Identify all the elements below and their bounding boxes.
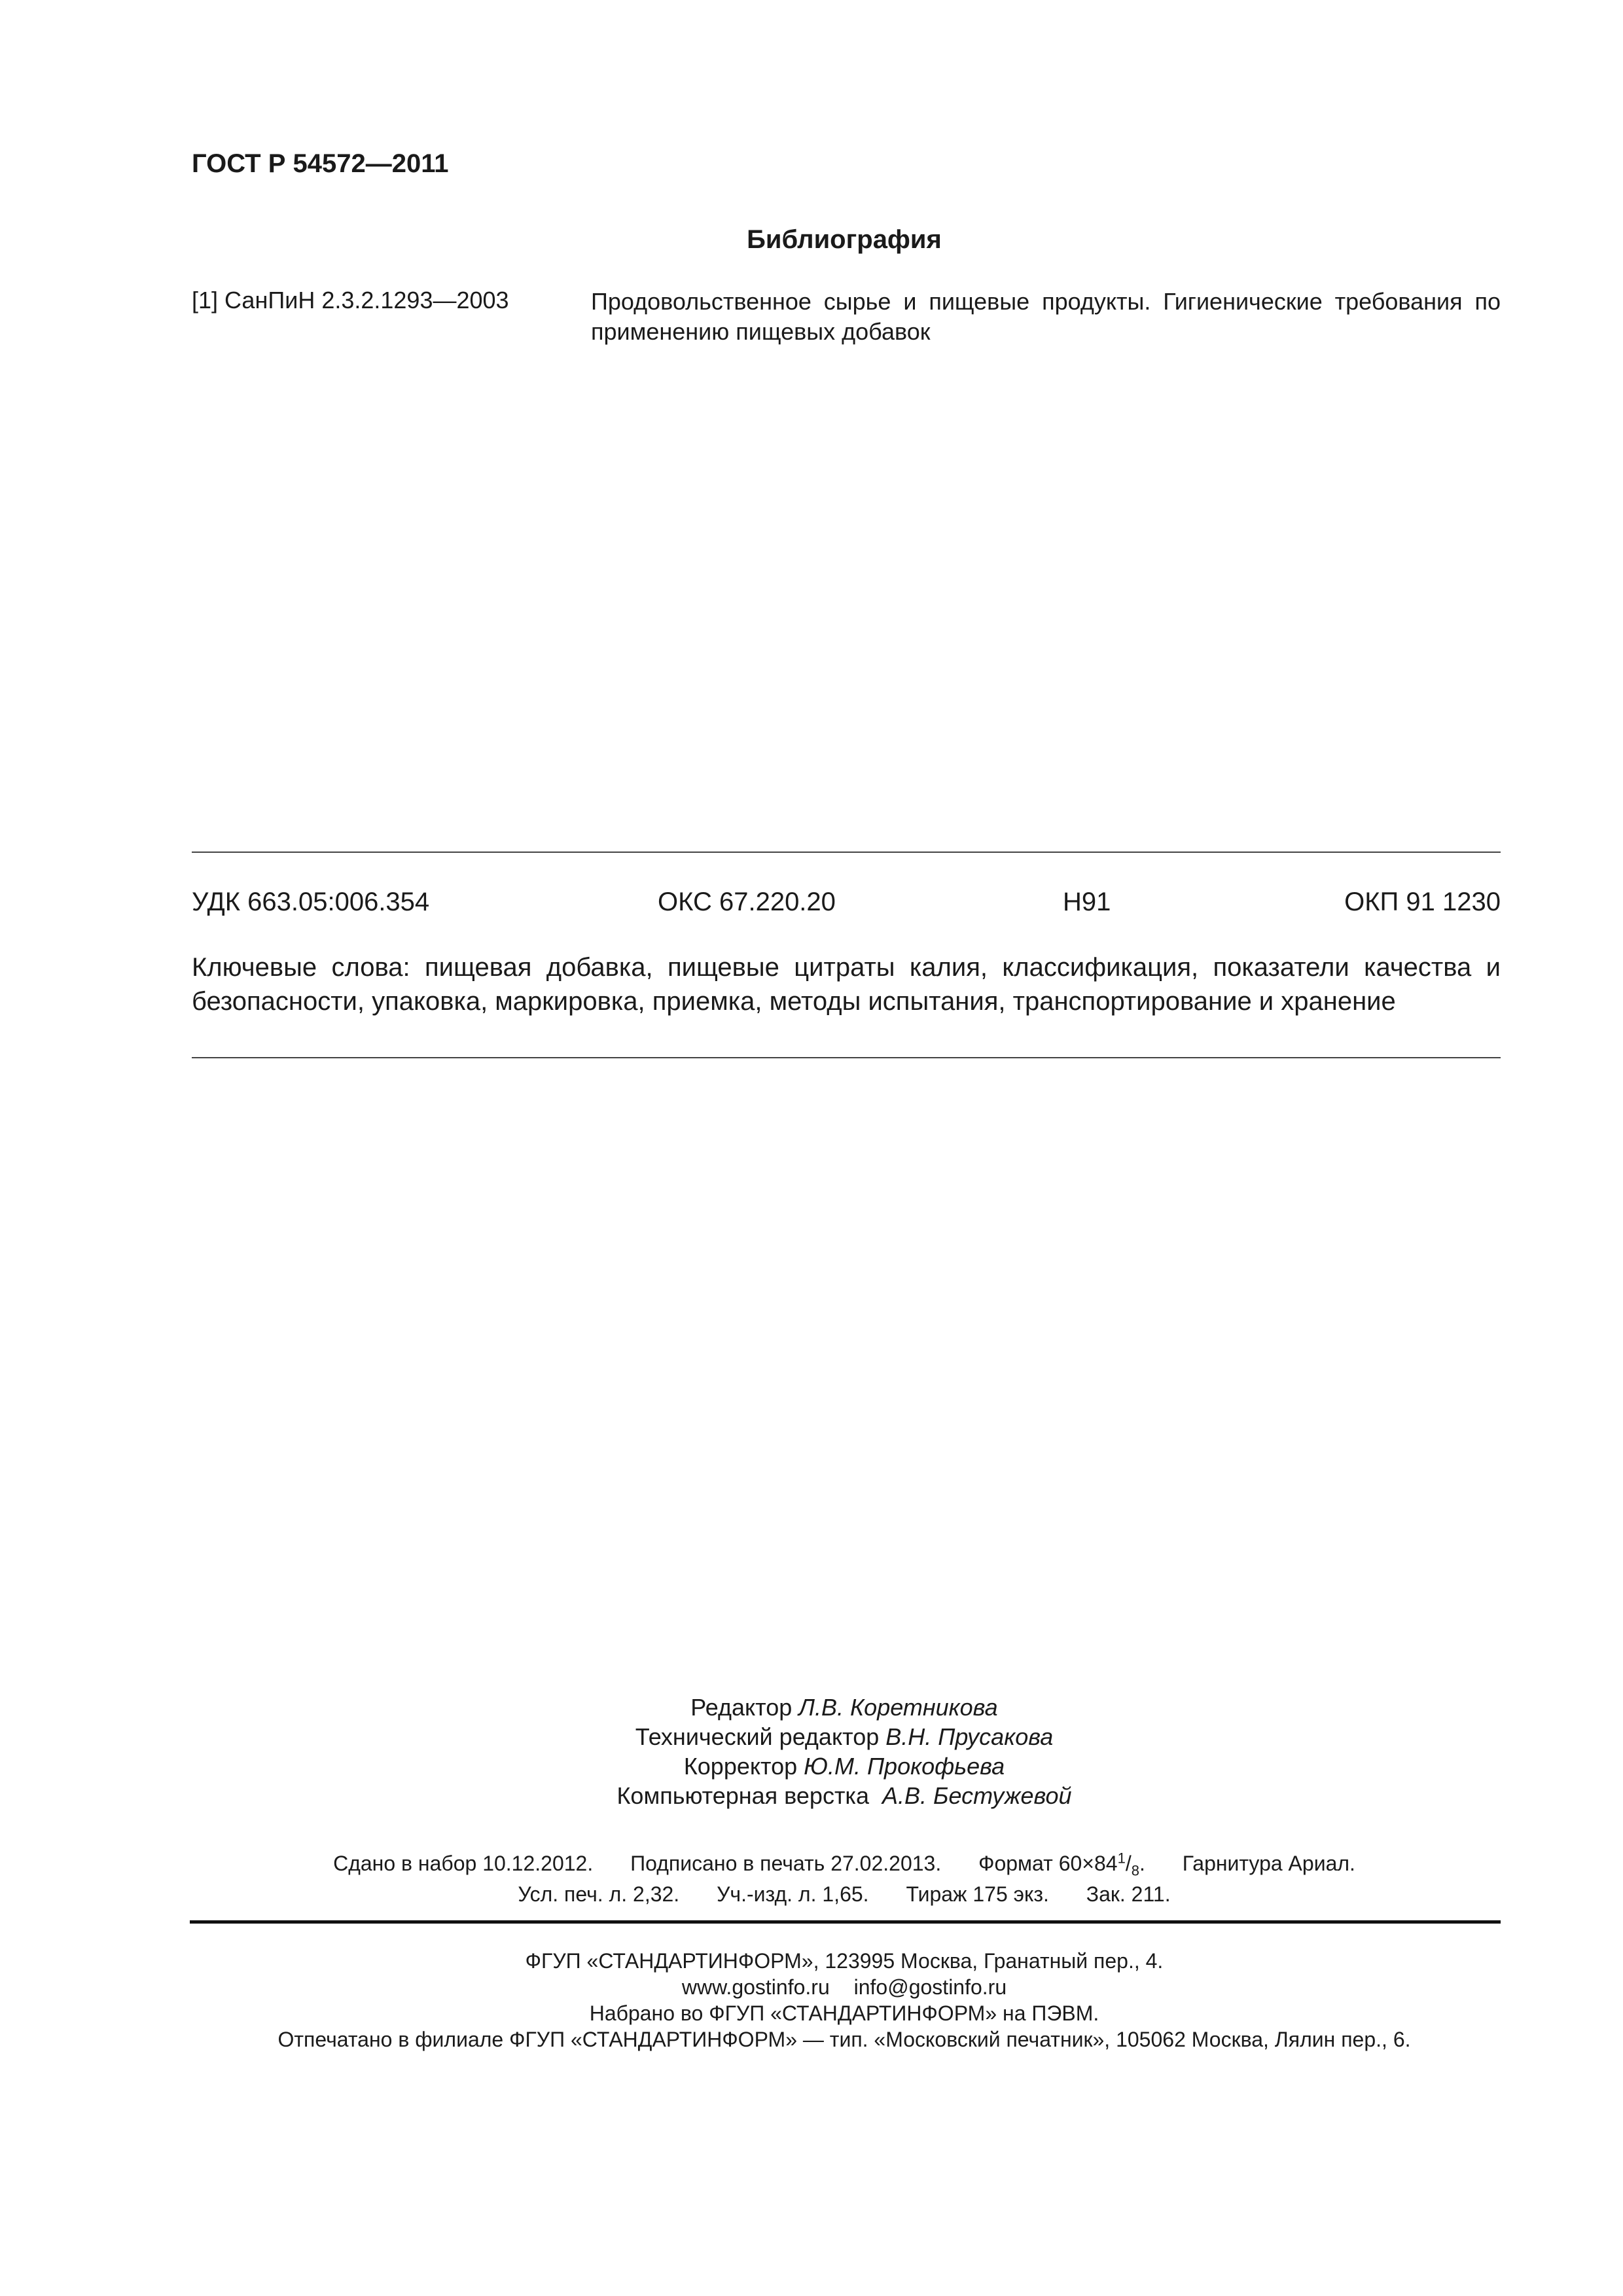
- divider-top: [192, 852, 1501, 853]
- group-code: Н91: [1063, 888, 1111, 916]
- staff-corrector: Корректор Ю.М. Прокофьева: [683, 1753, 1005, 1780]
- keywords-paragraph: Ключевые слова: пищевая добавка, пищевые цитраты калия, классификация, показатели качества и безопасности, упаковка, маркировка, приемка, методы испытания, транспортирование и хранение: [192, 953, 1501, 1016]
- submitted-date: Сдано в набор 10.12.2012.: [333, 1851, 594, 1875]
- order-number: Зак. 211.: [1086, 1882, 1171, 1906]
- footer-rule: [190, 1920, 1501, 1924]
- staff-layout: Компьютерная верстка А.В. Бестужевой: [616, 1782, 1072, 1809]
- publisher-address: ФГУП «СТАНДАРТИНФОРМ», 123995 Москва, Гранатный пер., 4.: [525, 1949, 1164, 1973]
- printing-info: Отпечатано в филиале ФГУП «СТАНДАРТИНФОРМ» — тип. «Московский печатник», 105062 Москва, Лялин пер., 6.: [277, 2028, 1411, 2051]
- staff-tech-editor: Технический редактор В.Н. Прусакова: [635, 1723, 1054, 1750]
- document-code: ГОСТ Р 54572—2011: [192, 149, 449, 178]
- udk-code: УДК 663.05:006.354: [192, 888, 430, 916]
- publication-info-line-2: [0, 1882, 1623, 1907]
- publication-info-line-1: [0, 1850, 1623, 1879]
- bibliography-title: Библиография: [747, 225, 942, 254]
- website-link[interactable]: www.gostinfo.ru: [681, 1975, 830, 1999]
- oks-code: ОКС 67.220.20: [658, 888, 836, 916]
- pub-sheets: Уч.-изд. л. 1,65.: [717, 1882, 869, 1906]
- editorial-staff: [0, 1693, 1623, 1810]
- format: Формат $60\times 84^1/_8$.: [978, 1850, 1145, 1879]
- bibliography-entry-code: [1] СанПиН 2.3.2.1293—2003: [192, 287, 509, 314]
- email-link[interactable]: info@gostinfo.ru: [853, 1975, 1007, 1999]
- okp-code: ОКП 91 1230: [1344, 888, 1501, 916]
- signed-date: Подписано в печать 27.02.2013.: [630, 1851, 942, 1875]
- staff-editor: Редактор Л.В. Коретникова: [690, 1694, 998, 1721]
- print-sheets: Усл. печ. л. 2,32.: [518, 1882, 680, 1906]
- typeface: Гарнитура Ариал.: [1182, 1851, 1355, 1875]
- contact-line: [0, 1975, 1623, 2000]
- bibliography-entry-text: Продовольственное сырье и пищевые продукты. Гигиенические требования по применению пищевых добавок: [591, 288, 1501, 345]
- divider-bottom: [192, 1057, 1501, 1058]
- typeset-info: Набрано во ФГУП «СТАНДАРТИНФОРМ» на ПЭВМ.: [589, 2001, 1099, 2025]
- circulation: Тираж 175 экз.: [906, 1882, 1049, 1906]
